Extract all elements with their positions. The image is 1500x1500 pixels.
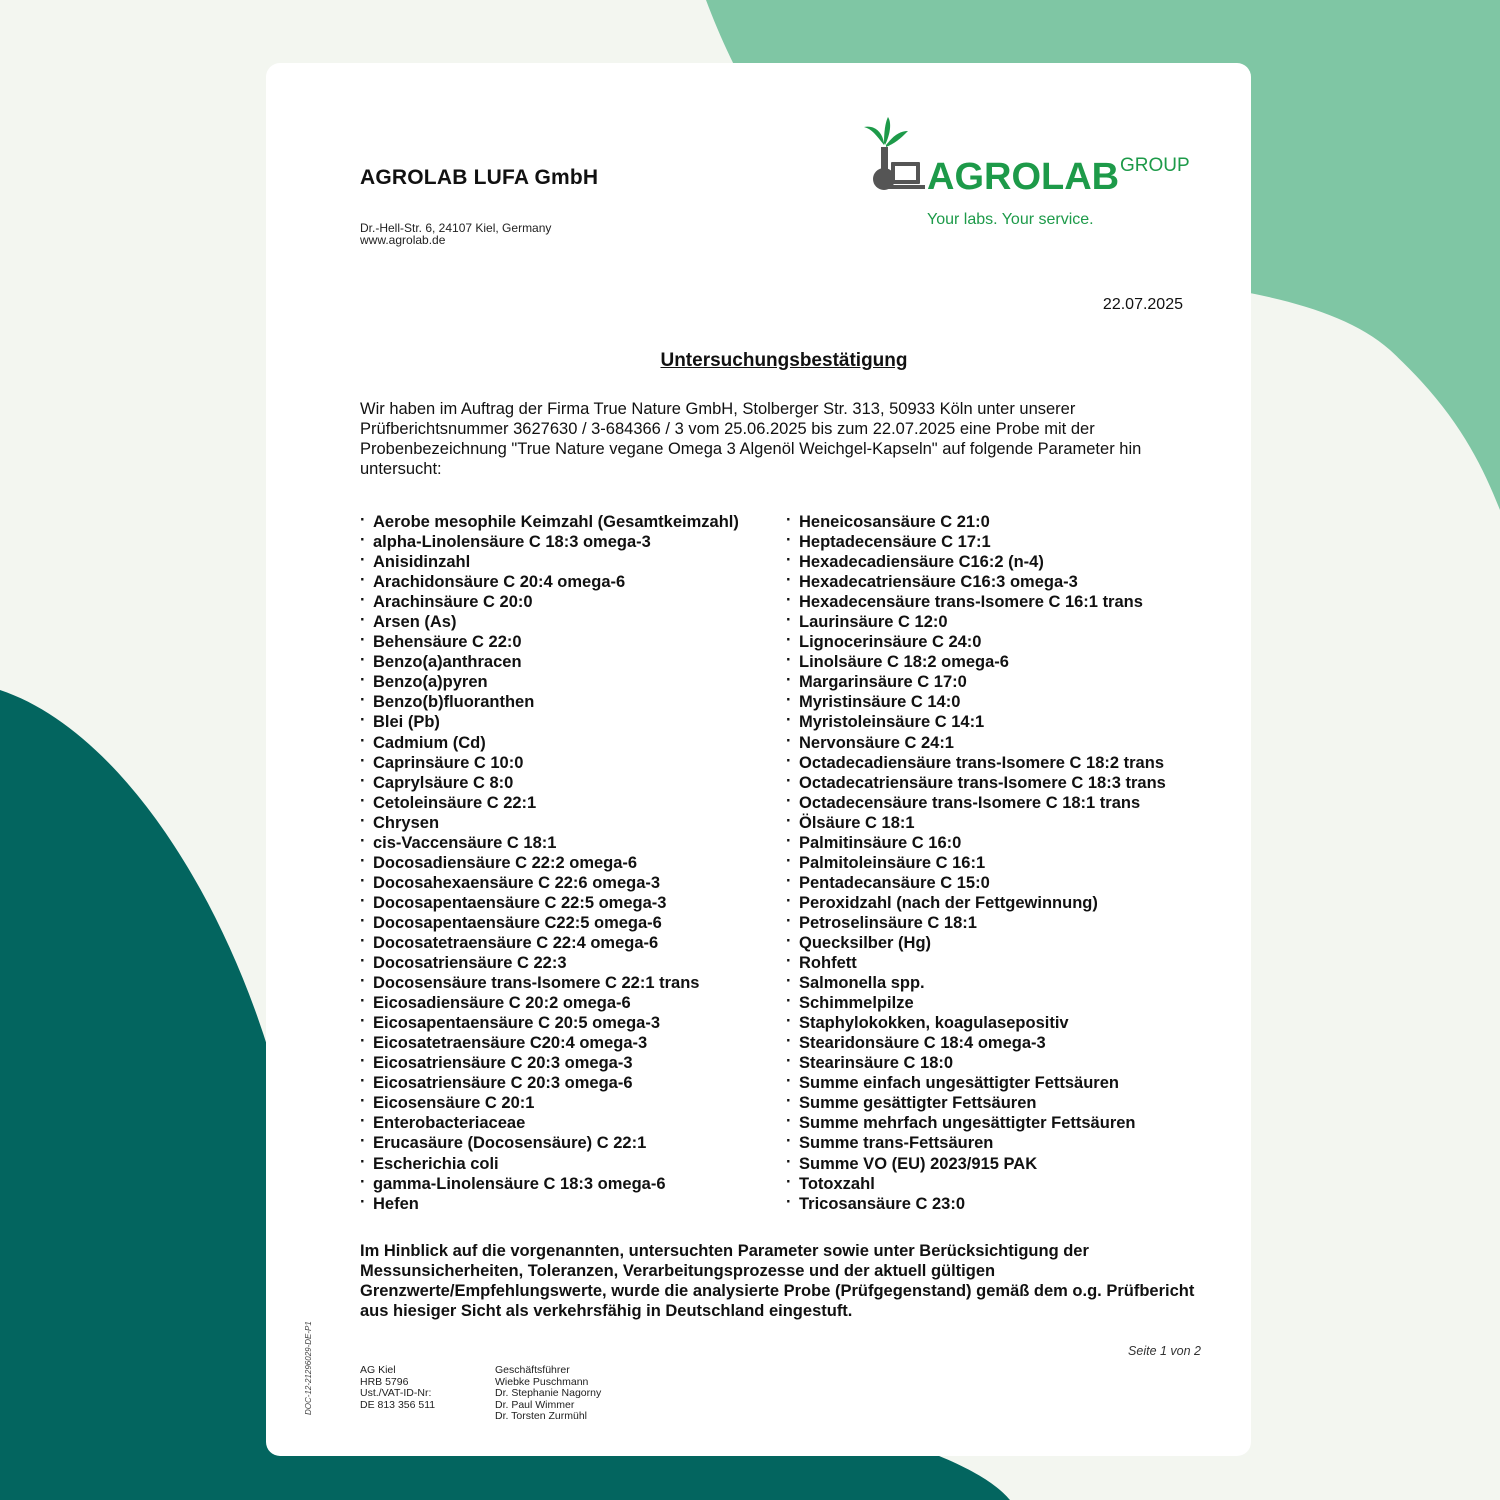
parameter-item: · Stearidonsäure C 18:4 omega-3 bbox=[786, 1033, 1166, 1053]
parameter-item: · Docosapentaensäure C22:5 omega-6 bbox=[360, 913, 739, 933]
parameter-item: · Hexadecensäure trans-Isomere C 16:1 trans bbox=[786, 592, 1166, 612]
parameter-item: · Benzo(a)anthracen bbox=[360, 652, 739, 672]
footer-registration-line: DE 813 356 511 bbox=[360, 1398, 436, 1411]
parameter-item: · Summe mehrfach ungesättigter Fettsäuren bbox=[786, 1113, 1166, 1133]
parameter-item: · Stearinsäure C 18:0 bbox=[786, 1053, 1166, 1073]
parameter-item: · Blei (Pb) bbox=[360, 712, 739, 732]
footer-management-line: Geschäftsführer bbox=[495, 1364, 570, 1376]
parameter-item: · gamma-Linolensäure C 18:3 omega-6 bbox=[360, 1174, 739, 1194]
footer-management-line: Dr. Paul Wimmer bbox=[495, 1398, 575, 1411]
company-address: Dr.-Hell-Str. 6, 24107 Kiel, Germany bbox=[360, 221, 552, 235]
parameter-item: · Anisidinzahl bbox=[360, 552, 739, 572]
logo-tagline: Your labs. Your service. bbox=[927, 211, 1094, 228]
parameter-item: · Benzo(a)pyren bbox=[360, 672, 739, 692]
parameter-item: · Docosatriensäure C 22:3 bbox=[360, 953, 739, 973]
footer-management bbox=[495, 1365, 601, 1423]
parameter-item: · Aerobe mesophile Keimzahl (Gesamtkeimzahl) bbox=[360, 512, 739, 532]
parameter-item: · Pentadecansäure C 15:0 bbox=[786, 873, 1166, 893]
logo-suffix: GROUP bbox=[1120, 155, 1190, 176]
document-date: 22.07.2025 bbox=[1102, 296, 1183, 313]
parameter-item: · Heptadecensäure C 17:1 bbox=[786, 532, 1166, 552]
company-name: AGROLAB LUFA GmbH bbox=[360, 166, 599, 189]
flask-sprout-icon bbox=[864, 117, 925, 190]
parameter-item: · Palmitinsäure C 16:0 bbox=[786, 833, 1166, 853]
parameter-item: · Myristinsäure C 14:0 bbox=[786, 692, 1166, 712]
parameter-item: · Ölsäure C 18:1 bbox=[786, 813, 1166, 833]
parameter-item: · Staphylokokken, koagulasepositiv bbox=[786, 1013, 1166, 1033]
parameter-item: · Eicosadiensäure C 20:2 omega-6 bbox=[360, 993, 739, 1013]
footer-registration-line: AG Kiel bbox=[360, 1364, 396, 1376]
parameter-item: · Schimmelpilze bbox=[786, 993, 1166, 1013]
parameter-item: · Caprinsäure C 10:0 bbox=[360, 753, 739, 773]
parameter-item: · Docosatetraensäure C 22:4 omega-6 bbox=[360, 933, 739, 953]
parameter-item: · Octadecatriensäure trans-Isomere C 18:3 trans bbox=[786, 773, 1166, 793]
parameter-item: · Docosadiensäure C 22:2 omega-6 bbox=[360, 853, 739, 873]
parameter-item: · Eicosatetraensäure C20:4 omega-3 bbox=[360, 1033, 739, 1053]
parameter-item: · Totoxzahl bbox=[786, 1174, 1166, 1194]
parameter-item: · Palmitoleinsäure C 16:1 bbox=[786, 853, 1166, 873]
parameter-item: · Caprylsäure C 8:0 bbox=[360, 773, 739, 793]
parameter-item: · Hefen bbox=[360, 1194, 739, 1214]
parameter-item: · Behensäure C 22:0 bbox=[360, 632, 739, 652]
parameter-item: · Petroselinsäure C 18:1 bbox=[786, 913, 1166, 933]
parameter-item: · Summe gesättigter Fettsäuren bbox=[786, 1093, 1166, 1113]
parameter-item: · Nervonsäure C 24:1 bbox=[786, 733, 1166, 753]
parameter-item: · Laurinsäure C 12:0 bbox=[786, 612, 1166, 632]
parameter-item: · Eicosapentaensäure C 20:5 omega-3 bbox=[360, 1013, 739, 1033]
page-number: Seite 1 von 2 bbox=[1128, 1344, 1201, 1358]
parameter-item: · Summe VO (EU) 2023/915 PAK bbox=[786, 1154, 1166, 1174]
parameter-item: · Lignocerinsäure C 24:0 bbox=[786, 632, 1166, 652]
document-title: Untersuchungsbestätigung bbox=[660, 350, 908, 371]
parameter-item: · Margarinsäure C 17:0 bbox=[786, 672, 1166, 692]
parameter-item: · Arsen (As) bbox=[360, 612, 739, 632]
parameter-list-right bbox=[786, 512, 1166, 1214]
parameter-item: · Hexadecadiensäure C16:2 (n-4) bbox=[786, 552, 1166, 572]
parameter-item: · Linolsäure C 18:2 omega-6 bbox=[786, 652, 1166, 672]
parameter-item: · Cetoleinsäure C 22:1 bbox=[360, 793, 739, 813]
parameter-item: · Chrysen bbox=[360, 813, 739, 833]
parameter-item: · Enterobacteriaceae bbox=[360, 1113, 739, 1133]
footer-registration-line: HRB 5796 bbox=[360, 1375, 409, 1388]
parameter-item: · Eicosatriensäure C 20:3 omega-3 bbox=[360, 1053, 739, 1073]
parameter-item: · alpha-Linolensäure C 18:3 omega-3 bbox=[360, 532, 739, 552]
company-website: www.agrolab.de bbox=[360, 233, 446, 247]
parameter-item: · Salmonella spp. bbox=[786, 973, 1166, 993]
document-id: DOC-12-21296029-DE-P1 bbox=[304, 1321, 313, 1415]
parameter-item: · Hexadecatriensäure C16:3 omega-3 bbox=[786, 572, 1166, 592]
parameter-item: · Myristoleinsäure C 14:1 bbox=[786, 712, 1166, 732]
footer-registration-line: Ust./VAT-ID-Nr: bbox=[360, 1387, 432, 1399]
parameter-item: · Docosapentaensäure C 22:5 omega-3 bbox=[360, 893, 739, 913]
parameter-item: · Cadmium (Cd) bbox=[360, 733, 739, 753]
footer-management-line: Dr. Torsten Zurmühl bbox=[495, 1410, 588, 1422]
parameter-item: · Eicosensäure C 20:1 bbox=[360, 1093, 739, 1113]
parameter-item: · Tricosansäure C 23:0 bbox=[786, 1194, 1166, 1214]
parameter-item: · Summe einfach ungesättigter Fettsäuren bbox=[786, 1073, 1166, 1093]
parameter-item: · Summe trans-Fettsäuren bbox=[786, 1133, 1166, 1153]
logo-brand: AGROLAB bbox=[927, 156, 1120, 198]
conclusion-paragraph: Im Hinblick auf die vorgenannten, untersuchten Parameter sowie unter Berücksichtigung der Messunsicherheiten, Toleranzen, Verarbeitungsprozesse und der aktuell gültigen Grenzwerte/Empfehlungswerte, wurde die analysierte Probe (Prüfgegenstand) gemäß dem o.g. Prüfbericht aus hiesiger Sicht als verkehrsfähig in Deutschland eingestuft. bbox=[360, 1242, 1195, 1320]
footer-management-line: Wiebke Puschmann bbox=[495, 1375, 589, 1388]
parameter-item: · Arachidonsäure C 20:4 omega-6 bbox=[360, 572, 739, 592]
parameter-item: · Octadecadiensäure trans-Isomere C 18:2 trans bbox=[786, 753, 1166, 773]
parameter-item: · Erucasäure (Docosensäure) C 22:1 bbox=[360, 1133, 739, 1153]
parameter-item: · Rohfett bbox=[786, 953, 1166, 973]
parameter-item: · Octadecensäure trans-Isomere C 18:1 trans bbox=[786, 793, 1166, 813]
parameter-item: · Escherichia coli bbox=[360, 1154, 739, 1174]
company-address-block bbox=[360, 222, 551, 246]
parameter-item: · Benzo(b)fluoranthen bbox=[360, 692, 739, 712]
footer-management-line: Dr. Stephanie Nagorny bbox=[495, 1387, 602, 1399]
parameter-item: · Peroxidzahl (nach der Fettgewinnung) bbox=[786, 893, 1166, 913]
parameter-item: · Docosensäure trans-Isomere C 22:1 trans bbox=[360, 973, 739, 993]
agrolab-logo bbox=[864, 115, 1194, 230]
parameter-item: · Eicosatriensäure C 20:3 omega-6 bbox=[360, 1073, 739, 1093]
parameter-item: · Quecksilber (Hg) bbox=[786, 933, 1166, 953]
parameter-item: · Heneicosansäure C 21:0 bbox=[786, 512, 1166, 532]
intro-paragraph: Wir haben im Auftrag der Firma True Nature GmbH, Stolberger Str. 313, 50933 Köln unter unserer Prüfberichtsnummer 3627630 / 3-684366 / 3 vom 25.06.2025 bis zum 22.07.2025 eine Probe mit der Probenbezeichnung "True Nature vegane Omega 3 Algenöl Weichgel-Kapseln" auf folgende Parameter hin untersucht: bbox=[360, 400, 1142, 478]
parameter-list-left bbox=[360, 512, 739, 1214]
parameter-item: · Docosahexaensäure C 22:6 omega-3 bbox=[360, 873, 739, 893]
parameter-item: · cis-Vaccensäure C 18:1 bbox=[360, 833, 739, 853]
document-page bbox=[266, 63, 1251, 1456]
parameter-item: · Arachinsäure C 20:0 bbox=[360, 592, 739, 612]
footer-registration bbox=[360, 1365, 435, 1411]
